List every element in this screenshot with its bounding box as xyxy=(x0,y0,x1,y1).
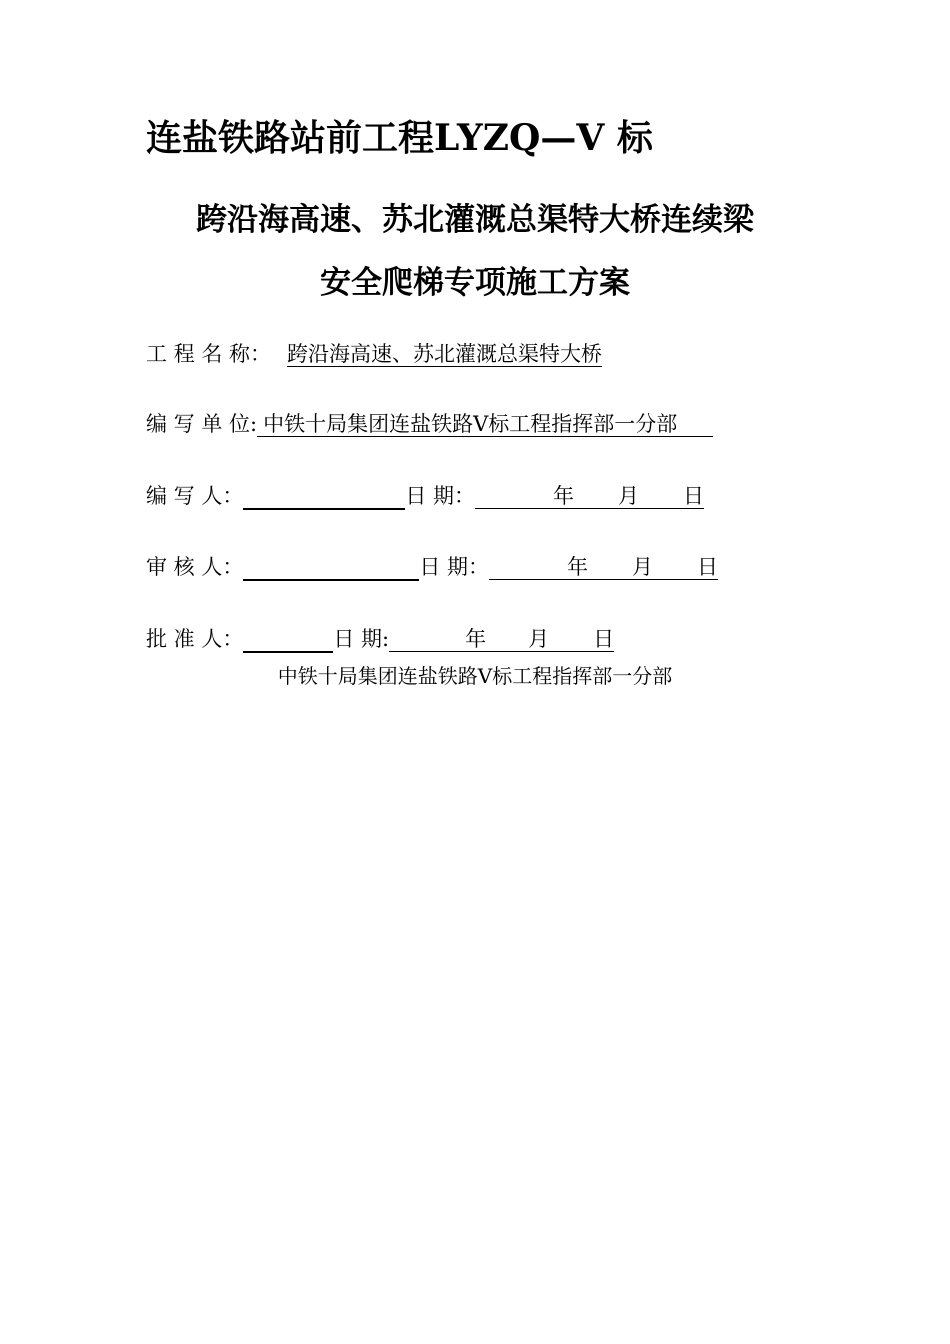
approver-date-year: 年 xyxy=(389,627,486,652)
writer-label: 编 写 人： xyxy=(146,484,244,508)
footer-organization: 中铁十局集团连盐铁路Ⅴ标工程指挥部一分部 xyxy=(277,664,673,688)
reviewer-label: 审 核 人： xyxy=(146,555,244,579)
document-subtitle-line-2: 安全爬梯专项施工方案 xyxy=(320,265,630,301)
approver-blank xyxy=(243,629,333,653)
approver-date-month: 月 xyxy=(486,627,549,652)
writer-date-year: 年 xyxy=(475,484,574,509)
writer-date-day: 日 xyxy=(639,484,704,509)
reviewer-date-day: 日 xyxy=(653,555,718,580)
approver-date-day: 日 xyxy=(549,627,614,652)
writer-field xyxy=(146,482,704,510)
reviewer-field xyxy=(146,553,718,581)
project-name-label: 工 程 名 称： xyxy=(146,342,272,366)
reviewer-date-label: 日 期： xyxy=(419,555,490,579)
approver-field xyxy=(146,625,614,653)
document-subtitle-line-1: 跨沿海高速、苏北灌溉总渠特大桥连续梁 xyxy=(196,202,754,238)
writer-blank xyxy=(243,486,405,510)
writer-date-label: 日 期： xyxy=(405,484,476,508)
document-title: 连盐铁路站前工程LYZQ—Ⅴ 标 xyxy=(146,117,653,159)
writer-date-month: 月 xyxy=(574,484,639,509)
reviewer-blank xyxy=(243,557,419,581)
unit-label: 编 写 单 位: xyxy=(146,412,258,436)
project-name-value: 跨沿海高速、苏北灌溉总渠特大桥 xyxy=(287,342,603,366)
project-name-field xyxy=(146,340,602,368)
reviewer-date-month: 月 xyxy=(588,555,653,580)
approver-date-label: 日 期: xyxy=(333,627,390,651)
unit-value: 中铁十局集团连盐铁路Ⅴ标工程指挥部一分部 xyxy=(257,412,713,437)
approver-label: 批 准 人： xyxy=(146,627,244,651)
reviewer-date-year: 年 xyxy=(489,555,588,580)
unit-field xyxy=(146,410,713,438)
